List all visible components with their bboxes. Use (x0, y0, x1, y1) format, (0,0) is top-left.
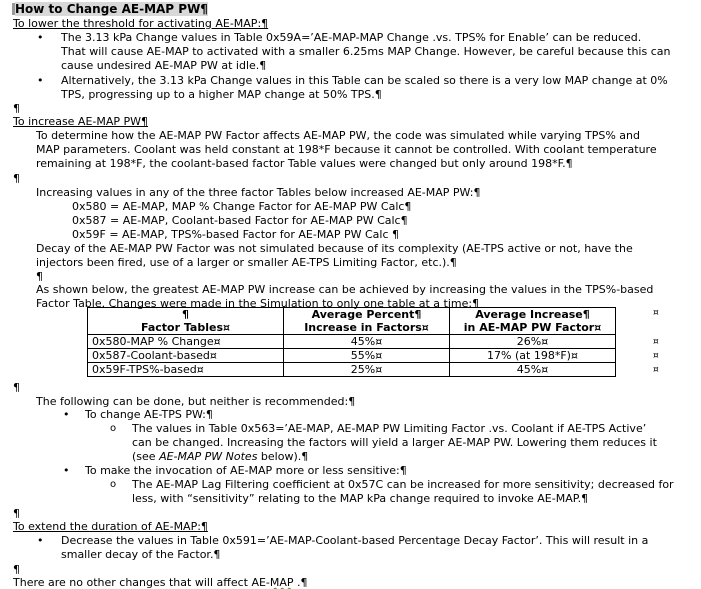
list-item: To change AE-TPS PW:¶ (85, 408, 213, 421)
paragraph-line: That will cause AE-MAP to activated with a smaller 6.25ms MAP Change. However, be careful because this can (61, 45, 671, 58)
empty-paragraph-mark: ¶ (13, 563, 20, 576)
paragraph-line: can be changed. Increasing the factors will yield a larger AE-MAP PW. Lowering them reduces it (132, 436, 657, 449)
table-row (88, 349, 616, 363)
sub-bullet-icon: o (110, 423, 117, 434)
paragraph-line: Factor Table. Changes were made in the Simulation to only one table at a time:¶ (36, 297, 480, 310)
paragraph-line: cause undesired AE-MAP PW at idle.¶ (61, 59, 267, 72)
paragraph-line: The AE-MAP Lag Filtering coefficient at 0x57C can be increased for more sensitivity; decreased for (132, 478, 674, 491)
table-cell: 55%¤ (284, 349, 450, 363)
row-end-mark: ¤ (653, 351, 659, 361)
notes-reference: AE-MAP PW Notes (159, 450, 258, 463)
paragraph-line: TPS, progressing up to a higher MAP change at 50% TPS.¶ (61, 88, 382, 101)
header-avg-increase-pw-factor: Average Increase¶ in AE-MAP PW Factor¤ (450, 308, 616, 335)
empty-paragraph-mark: ¶ (36, 270, 43, 283)
bullet-icon: • (63, 464, 70, 477)
paragraph-line: To determine how the AE-MAP PW Factor affects AE-MAP PW, the code was simulated while varying TPS% and (36, 129, 641, 142)
heading-increase-pw: To increase AE-MAP PW¶ (13, 115, 149, 128)
table-cell: 0x59F-TPS%-based¤ (88, 363, 284, 377)
paragraph-line: Increasing values in any of the three factor Tables below increased AE-MAP PW:¶ (36, 186, 481, 199)
paragraph-line: less, with “sensitivity” relating to the MAP kPa change required to invoke AE-MAP.¶ (132, 492, 589, 505)
paragraph-line: As shown below, the greatest AE-MAP PW increase can be achieved by increasing the values in the TPS%-based (36, 283, 654, 296)
paragraph-line: The 3.13 kPa Change values in Table 0x59A=’AE-MAP-MAP Change .vs. TPS% for Enable’ can be reduced. (61, 31, 642, 44)
bullet-icon: • (37, 534, 44, 547)
paragraph-line: The values in Table 0x563=’AE-MAP, AE-MAP PW Limiting Factor .vs. Coolant if AE-TPS Active’ (132, 422, 647, 435)
table-cell: 45%¤ (450, 363, 616, 377)
paragraph-line: The following can be done, but neither is recommended:¶ (36, 395, 356, 408)
paragraph-line: MAP parameters. Coolant was held constant at 198*F because it cannot be controlled. With coolant temperature (36, 143, 657, 156)
list-item: To make the invocation of AE-MAP more or less sensitive:¶ (85, 464, 407, 477)
row-end-mark: ¤ (653, 308, 659, 318)
table-cell: 26%¤ (450, 335, 616, 349)
empty-paragraph-mark: ¶ (13, 381, 20, 394)
table-cell: 0x587-Coolant-based¤ (88, 349, 284, 363)
row-end-mark: ¤ (653, 337, 659, 347)
table-row (88, 363, 616, 377)
header-factor-tables: ¶ Factor Tables¤ (88, 308, 284, 335)
heading-lower-threshold: To lower the threshold for activating AE-MAP:¶ (13, 17, 269, 30)
empty-paragraph-mark: ¶ (13, 507, 20, 520)
empty-paragraph-mark: ¶ (13, 102, 20, 115)
paragraph-line: injectors been fired, use of a larger or smaller AE-TPS Limiting Factor, etc.).¶ (36, 256, 457, 269)
table-cell: 45%¤ (284, 335, 450, 349)
grammar-squiggle: MAP (269, 576, 294, 589)
table-header-row (88, 308, 616, 335)
paragraph-line: Decrease the values in Table 0x591=’AE-MAP-Coolant-based Percentage Decay Factor’. This will result in a (61, 534, 649, 547)
empty-paragraph-mark: ¶ (13, 172, 20, 185)
header-avg-percent-increase: Average Percent¶ Increase in Factors¤ (284, 308, 450, 335)
paragraph-line: remaining at 198*F, the coolant-based factor Table values were changed but only around 198*F.¶ (36, 157, 573, 170)
heading-extend-duration: To extend the duration of AE-MAP:¶ (13, 520, 208, 533)
document-title: How to Change AE-MAP PW¶ (12, 3, 208, 16)
paragraph-line: smaller decay of the Factor.¶ (61, 548, 221, 561)
paragraph-line: (see AE-MAP PW Notes below).¶ (132, 450, 309, 463)
bullet-icon: • (37, 74, 44, 87)
closing-line: There are no other changes that will affect AE-MAP .¶ (13, 576, 308, 589)
factor-table-item: 0x59F = AE-MAP, TPS%-based Factor for AE-MAP PW Calc ¶ (72, 228, 399, 241)
table-cell: 0x580-MAP % Change¤ (88, 335, 284, 349)
table-cell: 25%¤ (284, 363, 450, 377)
paragraph-line: Decay of the AE-MAP PW Factor was not simulated because of its complexity (AE-TPS active or not, have the (36, 242, 633, 255)
factor-comparison-table (87, 307, 616, 377)
table-row (88, 335, 616, 349)
factor-table-item: 0x580 = AE-MAP, MAP % Change Factor for AE-MAP PW Calc¶ (72, 200, 412, 213)
bullet-icon: • (63, 408, 70, 421)
table-cell: 17% (at 198*F)¤ (450, 349, 616, 363)
paragraph-line: Alternatively, the 3.13 kPa Change values in this Table can be scaled so there is a very low MAP change at 0% (61, 74, 668, 87)
sub-bullet-icon: o (110, 479, 117, 490)
row-end-mark: ¤ (653, 365, 659, 375)
bullet-icon: • (37, 31, 44, 44)
factor-table-item: 0x587 = AE-MAP, Coolant-based Factor for AE-MAP PW Calc¶ (72, 214, 408, 227)
